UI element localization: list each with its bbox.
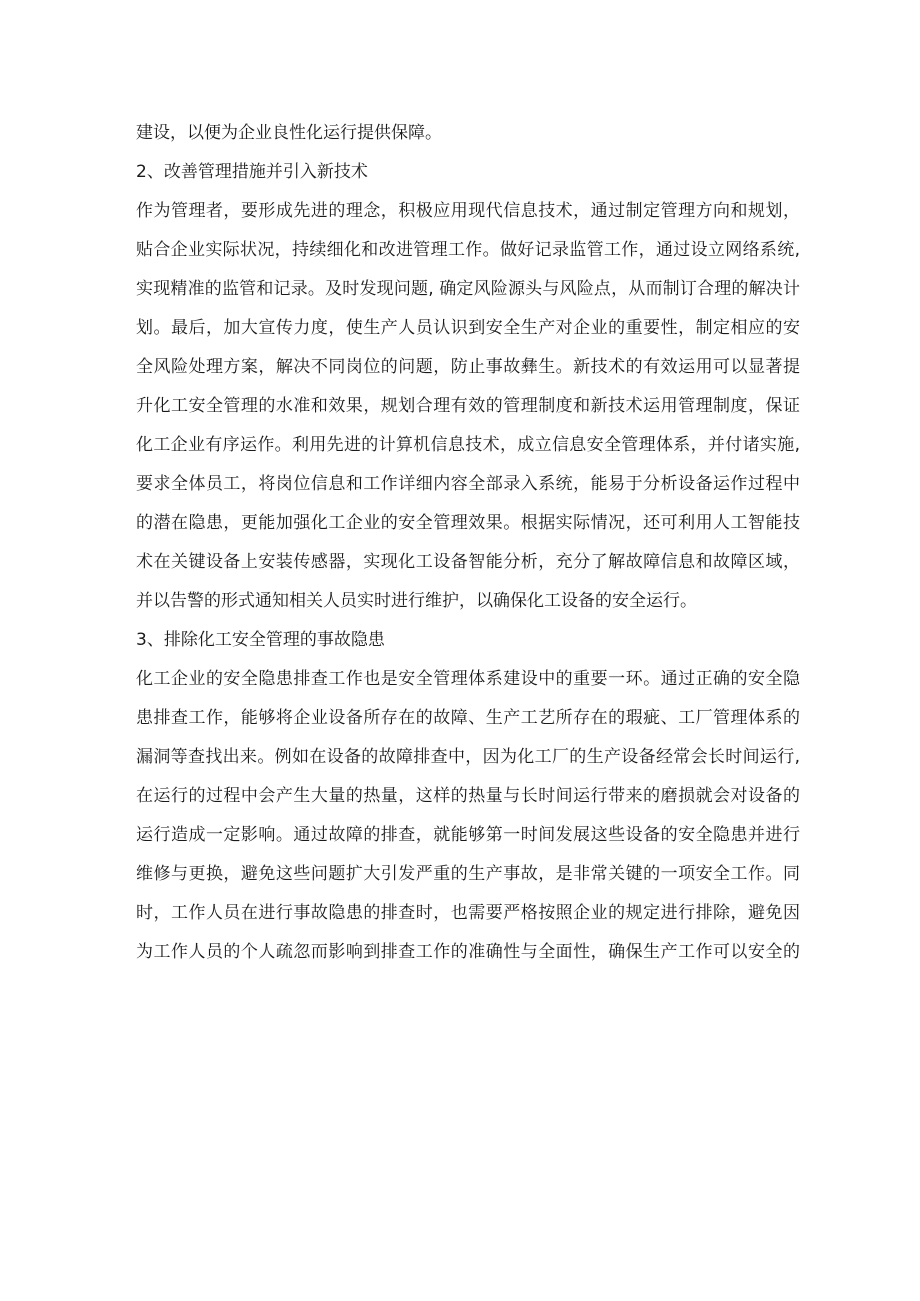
paragraph-end-line: 并以告警的形式通知相关人员实时进行维护，以确保化工设备的安全运行。	[136, 591, 697, 611]
paragraph-line: 为工作人员的个人疏忽而影响到排查工作的准确性与全面性，确保生产工作可以安全的	[136, 942, 800, 962]
section-heading-3: 3、排除化工安全管理的事故隐患	[136, 630, 385, 650]
section-heading-2: 2、改善管理措施并引入新技术	[136, 162, 368, 182]
paragraph-line: 的潜在隐患，更能加强化工企业的安全管理效果。根据实际情况，还可利用人工智能技	[136, 513, 800, 533]
paragraph-line: 维修与更换，避免这些问题扩大引发严重的生产事故，是非常关键的一项安全工作。同	[136, 864, 800, 884]
paragraph-line: 化工企业有序运作。利用先进的计算机信息技术，成立信息安全管理体系，并付诸实施,	[136, 435, 800, 455]
paragraph-line: 化工企业的安全隐患排查工作也是安全管理体系建设中的重要一环。通过正确的安全隐	[136, 669, 800, 689]
paragraph-line: 贴合企业实际状况，持续细化和改进管理工作。做好记录监管工作，通过设立网络系统,	[136, 240, 800, 260]
document-body	[136, 114, 800, 972]
paragraph-line: 作为管理者，要形成先进的理念，积极应用现代信息技术，通过制定管理方向和规划，	[136, 201, 800, 221]
paragraph-line: 全风险处理方案，解决不同岗位的问题，防止事故彝生。新技术的有效运用可以显著提	[136, 357, 800, 377]
paragraph-end-line: 建设，以便为企业良性化运行提供保障。	[136, 123, 442, 143]
paragraph-line: 时，工作人员在进行事故隐患的排查时，也需要严格按照企业的规定进行排除，避免因	[136, 903, 800, 923]
paragraph-line: 要求全体员工，将岗位信息和工作详细内容全部录入系统，能易于分析设备运作过程中	[136, 474, 800, 494]
paragraph-line: 漏洞等查找出来。例如在设备的故障排查中，因为化工厂的生产设备经常会长时间运行,	[136, 747, 800, 767]
paragraph-line: 升化工安全管理的水准和效果，规划合理有效的管理制度和新技术运用管理制度，保证	[136, 396, 800, 416]
paragraph-line: 在运行的过程中会产生大量的热量，这样的热量与长时间运行带来的磨损就会对设备的	[136, 786, 800, 806]
paragraph-line: 患排查工作，能够将企业设备所存在的故障、生产工艺所存在的瑕疵、工厂管理体系的	[136, 708, 800, 728]
paragraph-line: 术在关键设备上安装传感器，实现化工设备智能分析，充分了解故障信息和故障区域，	[136, 552, 800, 572]
paragraph-line: 运行造成一定影响。通过故障的排查，就能够第一时间发展这些设备的安全隐患并进行	[136, 825, 800, 845]
paragraph-line: 划。最后，加大宣传力度，使生产人员认识到安全生产对企业的重要性，制定相应的安	[136, 318, 800, 338]
paragraph-line: 实现精准的监管和记录。及时发现问题, 确定风险源头与风险点，从而制订合理的解决计	[136, 279, 800, 299]
